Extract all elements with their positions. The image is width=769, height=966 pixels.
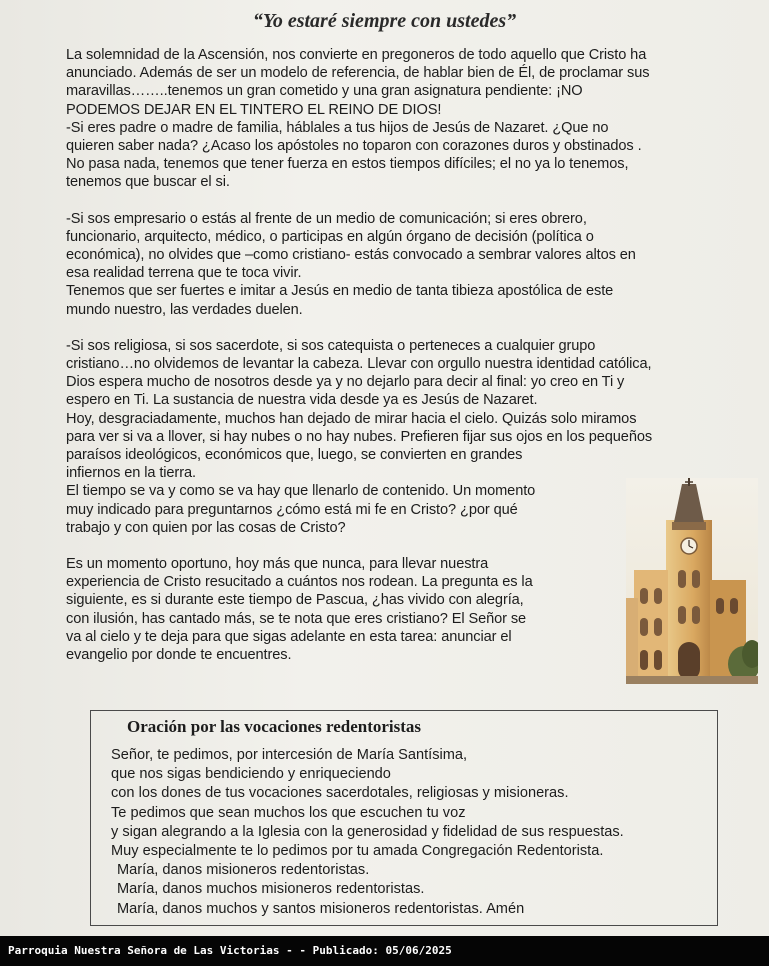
- paragraph-gap: [66, 192, 752, 210]
- prayer-line: María, danos muchos misioneros redentoristas.: [117, 881, 425, 898]
- body-line: No pasa nada, tenemos que tener fuerza en estos tiempos difíciles; el no ya lo tenemos,: [66, 156, 629, 173]
- body-line: La solemnidad de la Ascensión, nos convierte en pregoneros de todo aquello que Cristo ha: [66, 47, 647, 63]
- paragraph-gap: [66, 319, 752, 337]
- body-line: evangelio por donde te encuentres.: [66, 647, 292, 664]
- body-line: paraísos ideológicos, económicos que, luego, se convierten en grandes: [66, 447, 523, 464]
- body-line: anunciado. Además de ser un modelo de referencia, de hablar bien de Él, de proclamar sus: [66, 65, 650, 82]
- prayer-line: Muy especialmente te lo pedimos por tu amada Congregación Redentorista.: [111, 843, 604, 860]
- church-tower-illustration: [626, 478, 758, 684]
- body-line: Es un momento oportuno, hoy más que nunca, para llevar nuestra: [66, 556, 489, 573]
- body-line: El tiempo se va y como se va hay que llenarlo de contenido. Un momento: [66, 483, 536, 500]
- prayer-line: María, danos misioneros redentoristas.: [117, 862, 370, 879]
- body-line: funcionario, arquitecto, médico, o participas en algún órgano de decisión (política o: [66, 228, 594, 245]
- body-line: muy indicado para preguntarnos ¿cómo está mi fe en Cristo? ¿por qué: [66, 501, 518, 518]
- prayer-line: que nos sigas bendiciendo y enriqueciendo: [111, 766, 391, 783]
- prayer-line: y sigan alegrando a la Iglesia con la generosidad y fidelidad de sus respuestas.: [111, 823, 624, 840]
- footer-bar: [0, 936, 769, 966]
- body-line: PODEMOS DEJAR EN EL TINTERO EL REINO DE DIOS!: [66, 101, 442, 118]
- prayer-box: [90, 710, 718, 926]
- body-line: infiernos en la tierra.: [66, 465, 196, 482]
- body-line: espero en Ti. La sustancia de nuestra vida desde ya es Jesús de Nazaret.: [66, 392, 538, 409]
- body-line: con ilusión, has cantado más, se te nota que eres cristiano? El Señor se: [66, 610, 527, 627]
- prayer-title: Oración por las vocaciones redentoristas: [127, 717, 422, 736]
- body-line: experiencia de Cristo resucitado a cuántos nos rodean. La pregunta es la: [66, 574, 533, 591]
- body-line: va al cielo y te deja para que sigas adelante en esta tarea: anunciar el: [66, 628, 512, 645]
- prayer-line: Señor, te pedimos, por intercesión de María Santísima,: [111, 747, 468, 763]
- body-line: quieren saber nada? ¿Acaso los apóstoles no toparon con corazones duros y obstinados .: [66, 138, 642, 155]
- body-line: Tenemos que ser fuertes e imitar a Jesús en medio de tanta tibieza apostólica de este: [66, 283, 614, 300]
- prayer-line: Te pedimos que sean muchos los que escuchen tu voz: [111, 804, 466, 821]
- body-line: siguiente, es si durante este tiempo de Pascua, ¿has vivido con alegría,: [66, 592, 524, 609]
- body-line: tenemos que buscar el si.: [66, 174, 230, 191]
- footer-text: Parroquia Nuestra Señora de Las Victorias - - Publicado: 05/06/2025: [8, 944, 452, 957]
- body-line: maravillas……..tenemos un gran cometido y una gran asignatura pendiente: ¡NO: [66, 83, 583, 100]
- body-line: económica), no olvides que –como cristiano- estás convocado a sembrar valores altos en: [66, 247, 636, 264]
- article-title: “Yo estaré siempre con ustedes”: [252, 10, 517, 32]
- body-line: -Si sos religiosa, si sos sacerdote, si sos catequista o perteneces a cualquier grupo: [66, 337, 596, 354]
- body-line: -Si eres padre o madre de familia, háblales a tus hijos de Jesús de Nazaret. ¿Que no: [66, 119, 609, 136]
- body-line: -Si sos empresario o estás al frente de un medio de comunicación; si eres obrero,: [66, 210, 587, 227]
- body-line: Dios espera mucho de nosotros desde ya y no dejarlo para decir al final: yo creo en Ti y: [66, 374, 625, 391]
- prayer-line: con los dones de tus vocaciones sacerdotales, religiosas y misioneras.: [111, 785, 569, 802]
- body-line: para ver si va a llover, si hay nubes o no hay nubes. Prefieren fijar sus ojos en los pequeños: [66, 428, 653, 445]
- body-line: cristiano…no olvidemos de levantar la cabeza. Llevar con orgullo nuestra identidad católica,: [66, 356, 652, 373]
- prayer-line: María, danos muchos y santos misioneros redentoristas. Amén: [117, 900, 525, 917]
- body-line: mundo nuestro, las verdades duelen.: [66, 301, 303, 318]
- prayer-text: [111, 746, 711, 919]
- body-line: trabajo y con quien por las cosas de Cristo?: [66, 519, 346, 536]
- body-line: Hoy, desgraciadamente, muchos han dejado de mirar hacia el cielo. Quizás solo miramos: [66, 410, 637, 427]
- body-line: esa realidad terrena que te toca vivir.: [66, 265, 302, 282]
